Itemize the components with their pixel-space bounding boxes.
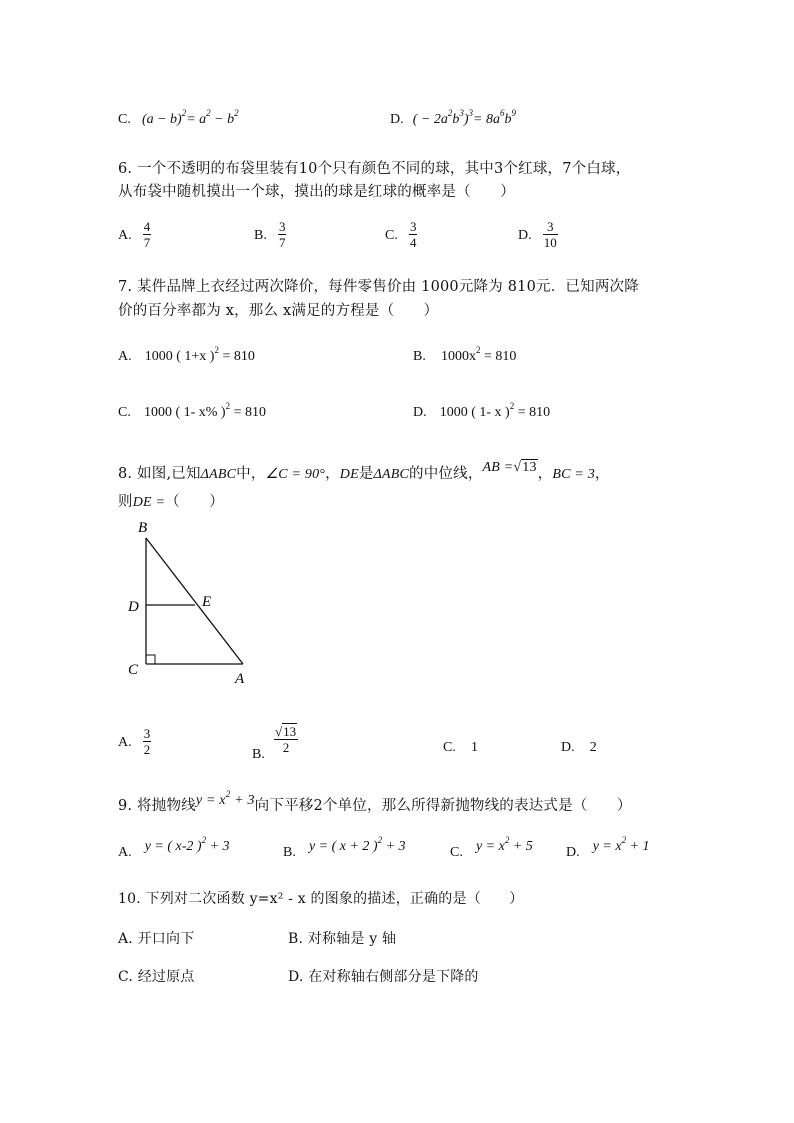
q10-option-b: B. 对称轴是 y 轴 xyxy=(288,931,397,947)
math-expr: y = ( x + 2 )$^2$ + 3 xyxy=(308,835,406,854)
fraction: $\frac{3}{2}$ xyxy=(143,726,151,757)
option-label: C. xyxy=(443,740,456,755)
point-label-e: E xyxy=(202,594,212,610)
option-label: D. xyxy=(566,845,580,860)
option-label: A. xyxy=(118,349,132,364)
option-label: C. xyxy=(450,845,463,860)
q6-option-b xyxy=(254,219,286,250)
q8-line-1: 8. 如图,已知ΔABC中，∠C = 90°，DE是ΔABC的中位线，AB =√13，BC = 3， xyxy=(118,460,610,482)
q7-option-a xyxy=(118,345,255,365)
math-expr: $y = x^2 + 5$ xyxy=(475,835,533,854)
q6-option-a xyxy=(118,219,151,250)
option-value: 2 xyxy=(589,740,597,755)
option-label: D. xyxy=(518,228,532,243)
q6-option-c xyxy=(385,219,417,250)
q7-option-d xyxy=(413,401,550,421)
q9-option-d xyxy=(566,835,650,861)
fraction: $\frac{3}{7}$ xyxy=(278,219,286,250)
q7-line-1: 7. 某件品牌上衣经过两次降价，每件零售价由 1000元降为 810元．已知两次降 xyxy=(118,279,639,295)
q10-option-d: D. 在对称轴右侧部分是下降的 xyxy=(288,969,479,985)
q10-option-a: A. 开口向下 xyxy=(118,931,195,947)
q7-line-2: 价的百分率都为 x，那么 x满足的方程是（ ） xyxy=(118,303,439,319)
right-angle-mark xyxy=(146,655,155,664)
option-label: B. xyxy=(254,228,267,243)
q9-option-a xyxy=(118,835,230,861)
q5-option-c xyxy=(118,108,239,128)
math-expr: ( − $2a^2b^3)^3= 8a^6b^9$ xyxy=(412,108,516,127)
vertex-label-a: A xyxy=(235,671,245,687)
option-label: B. xyxy=(252,747,265,762)
option-label: D. xyxy=(390,112,404,127)
q8-line-2: 则DE =（ ） xyxy=(118,494,224,510)
fraction: $\frac{√13}{2}$ xyxy=(274,724,297,755)
q5-option-d xyxy=(390,108,516,128)
option-value: 1 xyxy=(470,740,478,755)
fraction: $\frac{3}{4}$ xyxy=(409,219,417,250)
option-label: A. xyxy=(118,735,132,750)
q8-option-d xyxy=(561,736,597,756)
side-ab xyxy=(146,538,243,664)
math-expr: 1000 ( 1+x )$^2$ = 810 xyxy=(144,345,255,364)
q10-option-c: C. 经过原点 xyxy=(118,969,195,985)
q6-line-1: 6. 一个不透明的布袋里装有10个只有颜色不同的球，其中3个红球，7个白球， xyxy=(118,161,631,177)
right-triangle-figure xyxy=(122,517,262,692)
math-expr: 1000 ( 1- x )$^2$ = 810 xyxy=(439,401,551,420)
q8-option-a xyxy=(118,726,151,757)
q6-option-d xyxy=(518,219,558,250)
math-expr: y = ( x-2 )$^2$ + 3 xyxy=(144,835,230,854)
point-label-d: D xyxy=(128,599,139,615)
q10-line: 10. 下列对二次函数 y=x² - x 的图象的描述，正确的是（ ） xyxy=(118,891,524,907)
option-label: D. xyxy=(413,405,427,420)
option-label: D. xyxy=(561,740,575,755)
q8-option-b xyxy=(252,724,298,762)
fraction: $\frac{4}{7}$ xyxy=(143,219,151,250)
q7-option-c xyxy=(118,401,266,421)
math-expr: $(a - b)^2= a^2 - b^2$ xyxy=(141,108,239,127)
q6-line-2: 从布袋中随机摸出一个球，摸出的球是红球的概率是（ ） xyxy=(118,184,515,200)
q9-option-c xyxy=(450,835,533,861)
fraction: $\frac{3}{10}$ xyxy=(543,219,557,250)
option-label: C. xyxy=(118,405,131,420)
option-label: B. xyxy=(283,845,296,860)
math-expr: 1000 ( 1- x% )$^2$ = 810 xyxy=(143,401,266,420)
option-label: C. xyxy=(118,112,131,127)
q9-line: 9. 将抛物线$y = x^2 + 3$向下平移2个单位，那么所得新抛物线的表达式是（ ） xyxy=(118,789,632,814)
math-expr: $y = x^2 + 1$ xyxy=(592,835,650,854)
q7-option-b xyxy=(413,345,516,365)
option-label: A. xyxy=(118,845,132,860)
math-expr: $1000x^2 = 810$ xyxy=(440,345,517,364)
vertex-label-b: B xyxy=(138,520,148,536)
option-label: B. xyxy=(413,349,426,364)
option-label: C. xyxy=(385,228,398,243)
option-label: A. xyxy=(118,228,132,243)
vertex-label-c: C xyxy=(128,662,139,678)
q8-option-c xyxy=(443,736,478,756)
q9-option-b xyxy=(283,835,406,861)
